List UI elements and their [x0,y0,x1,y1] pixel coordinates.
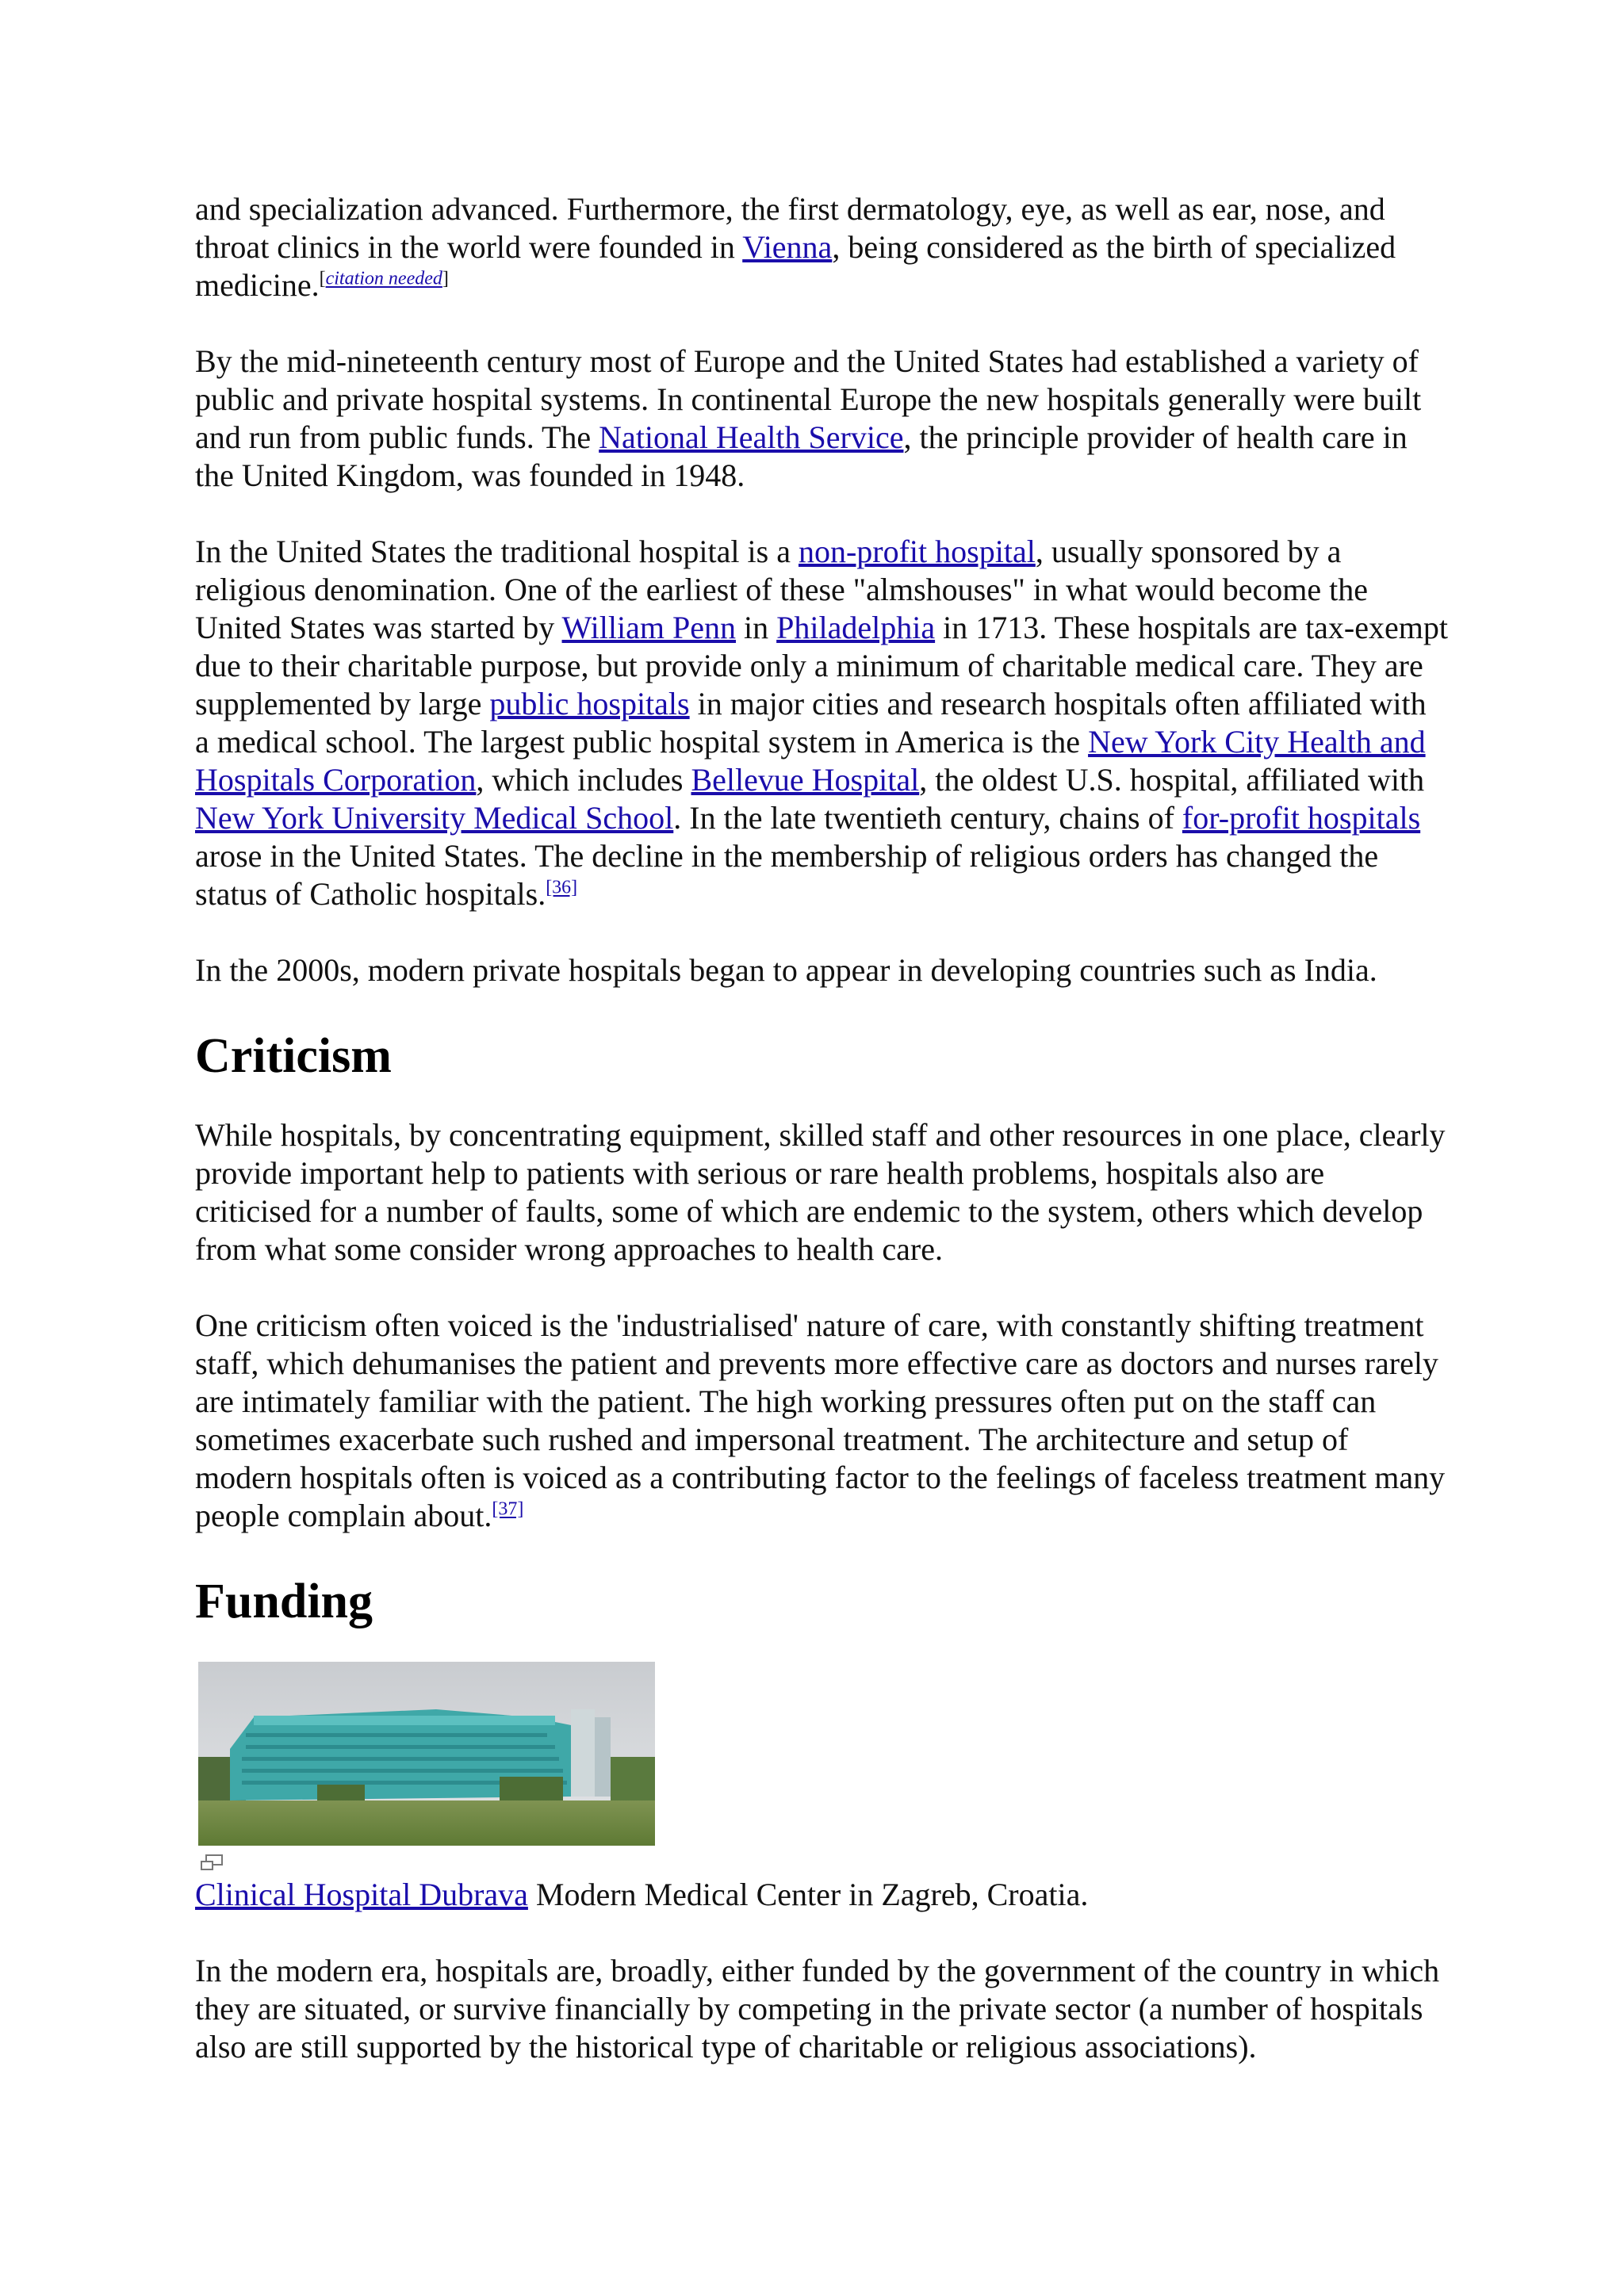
reference-37 [492,1499,523,1520]
link-non-profit-hospital[interactable]: non-profit hospital [798,534,1036,569]
paragraph-industrialised-care: One criticism often voiced is the 'industrialised' nature of care, with constantly shifting treatment staff, which dehumanises the patient and prevents more effective care as doctors and nurses rarely are intimately familiar with the patient. The high working pressures often put on the staff can sometimes exacerbate such rushed and impersonal treatment. The architecture and setup of modern hospitals often is voiced as a contributing factor to the feelings of faceless treatment many people complain about.[37] [195,1307,1446,1533]
figure-caption: Clinical Hospital Dubrava Modern Medical Center in Zagreb, Croatia. [195,1877,1089,1912]
link-public-hospitals[interactable]: public hospitals [489,686,690,721]
paragraph-modern-funding: In the modern era, hospitals are, broadly, either funded by the government of the country in which they are situated, or survive financially by competing in the private sector (a number of hospitals also are still supported by the historical type of charitable or religious associations). [195,1953,1440,2064]
heading-funding: Funding [195,1575,373,1628]
article-body [195,190,1448,2104]
link-nyu-medical-school[interactable]: New York University Medical School [195,800,674,836]
enlarge-icon[interactable] [200,1854,224,1871]
paragraph-2000s: In the 2000s, modern private hospitals began to appear in developing countries such as India. [195,952,1377,988]
paragraph-united-states: In the United States the traditional hospital is a non-profit hospital, usually sponsored by a religious denomination. One of the earliest of these "almshouses" in what would become the United States was started by William Penn in Philadelphia in 1713. These hospitals are tax-exempt due to their charitable purpose, but provide only a minimum of charitable medical care. They are supplemented by large public hospitals in major cities and research hospitals often affiliated with a medical school. The largest public hospital system in America is the New York City Health and Hospitals Corporation, which includes Bellevue Hospital, the oldest U.S. hospital, affiliated with New York University Medical School. In the late twentieth century, chains of for-profit hospitals arose in the United States. The decline in the membership of religious orders has changed the status of Catholic hospitals.[36] [195,534,1448,912]
link-bellevue-hospital[interactable]: Bellevue Hospital [691,762,920,798]
link-vienna[interactable]: Vienna [742,229,833,265]
heading-criticism: Criticism [195,1029,392,1083]
link-clinical-hospital-dubrava[interactable]: Clinical Hospital Dubrava [195,1877,528,1912]
link-national-health-service[interactable]: National Health Service [599,419,904,455]
paragraph-criticism-intro: While hospitals, by concentrating equipment, skilled staff and other resources in one place, clearly provide important help to patients with serious or rare health problems, hospitals also are criticised for a number of faults, some of which are endemic to the system, others which develop from what some consider wrong approaches to health care. [195,1117,1446,1267]
link-nyc-health-hospitals[interactable]: New York City Health and Hospitals Corporation [195,724,1426,798]
link-reference-37[interactable]: [37] [492,1498,524,1520]
link-reference-36[interactable]: [36] [546,877,578,898]
citation-needed: [citation needed] [319,268,449,289]
link-for-profit-hospitals[interactable]: for-profit hospitals [1182,800,1421,836]
link-philadelphia[interactable]: Philadelphia [776,610,936,645]
link-william-penn[interactable]: William Penn [561,610,737,645]
paragraph-nineteenth-century: By the mid-nineteenth century most of Europe and the United States had established a variety of public and private hospital systems. In continental Europe the new hospitals generally were built and run from public funds. The National Health Service, the principle provider of health care in the United Kingdom, was founded in 1948. [195,343,1422,493]
paragraph-specialization: and specialization advanced. Furthermore, the first dermatology, eye, as well as ear, nose, and throat clinics in the world were founded in Vienna, being considered as the birth of specialized medicine.[citation needed] [195,191,1396,303]
reference-36 [546,878,577,898]
link-citation-needed[interactable]: citation needed [325,268,442,289]
hospital-photo[interactable] [198,1662,655,1846]
